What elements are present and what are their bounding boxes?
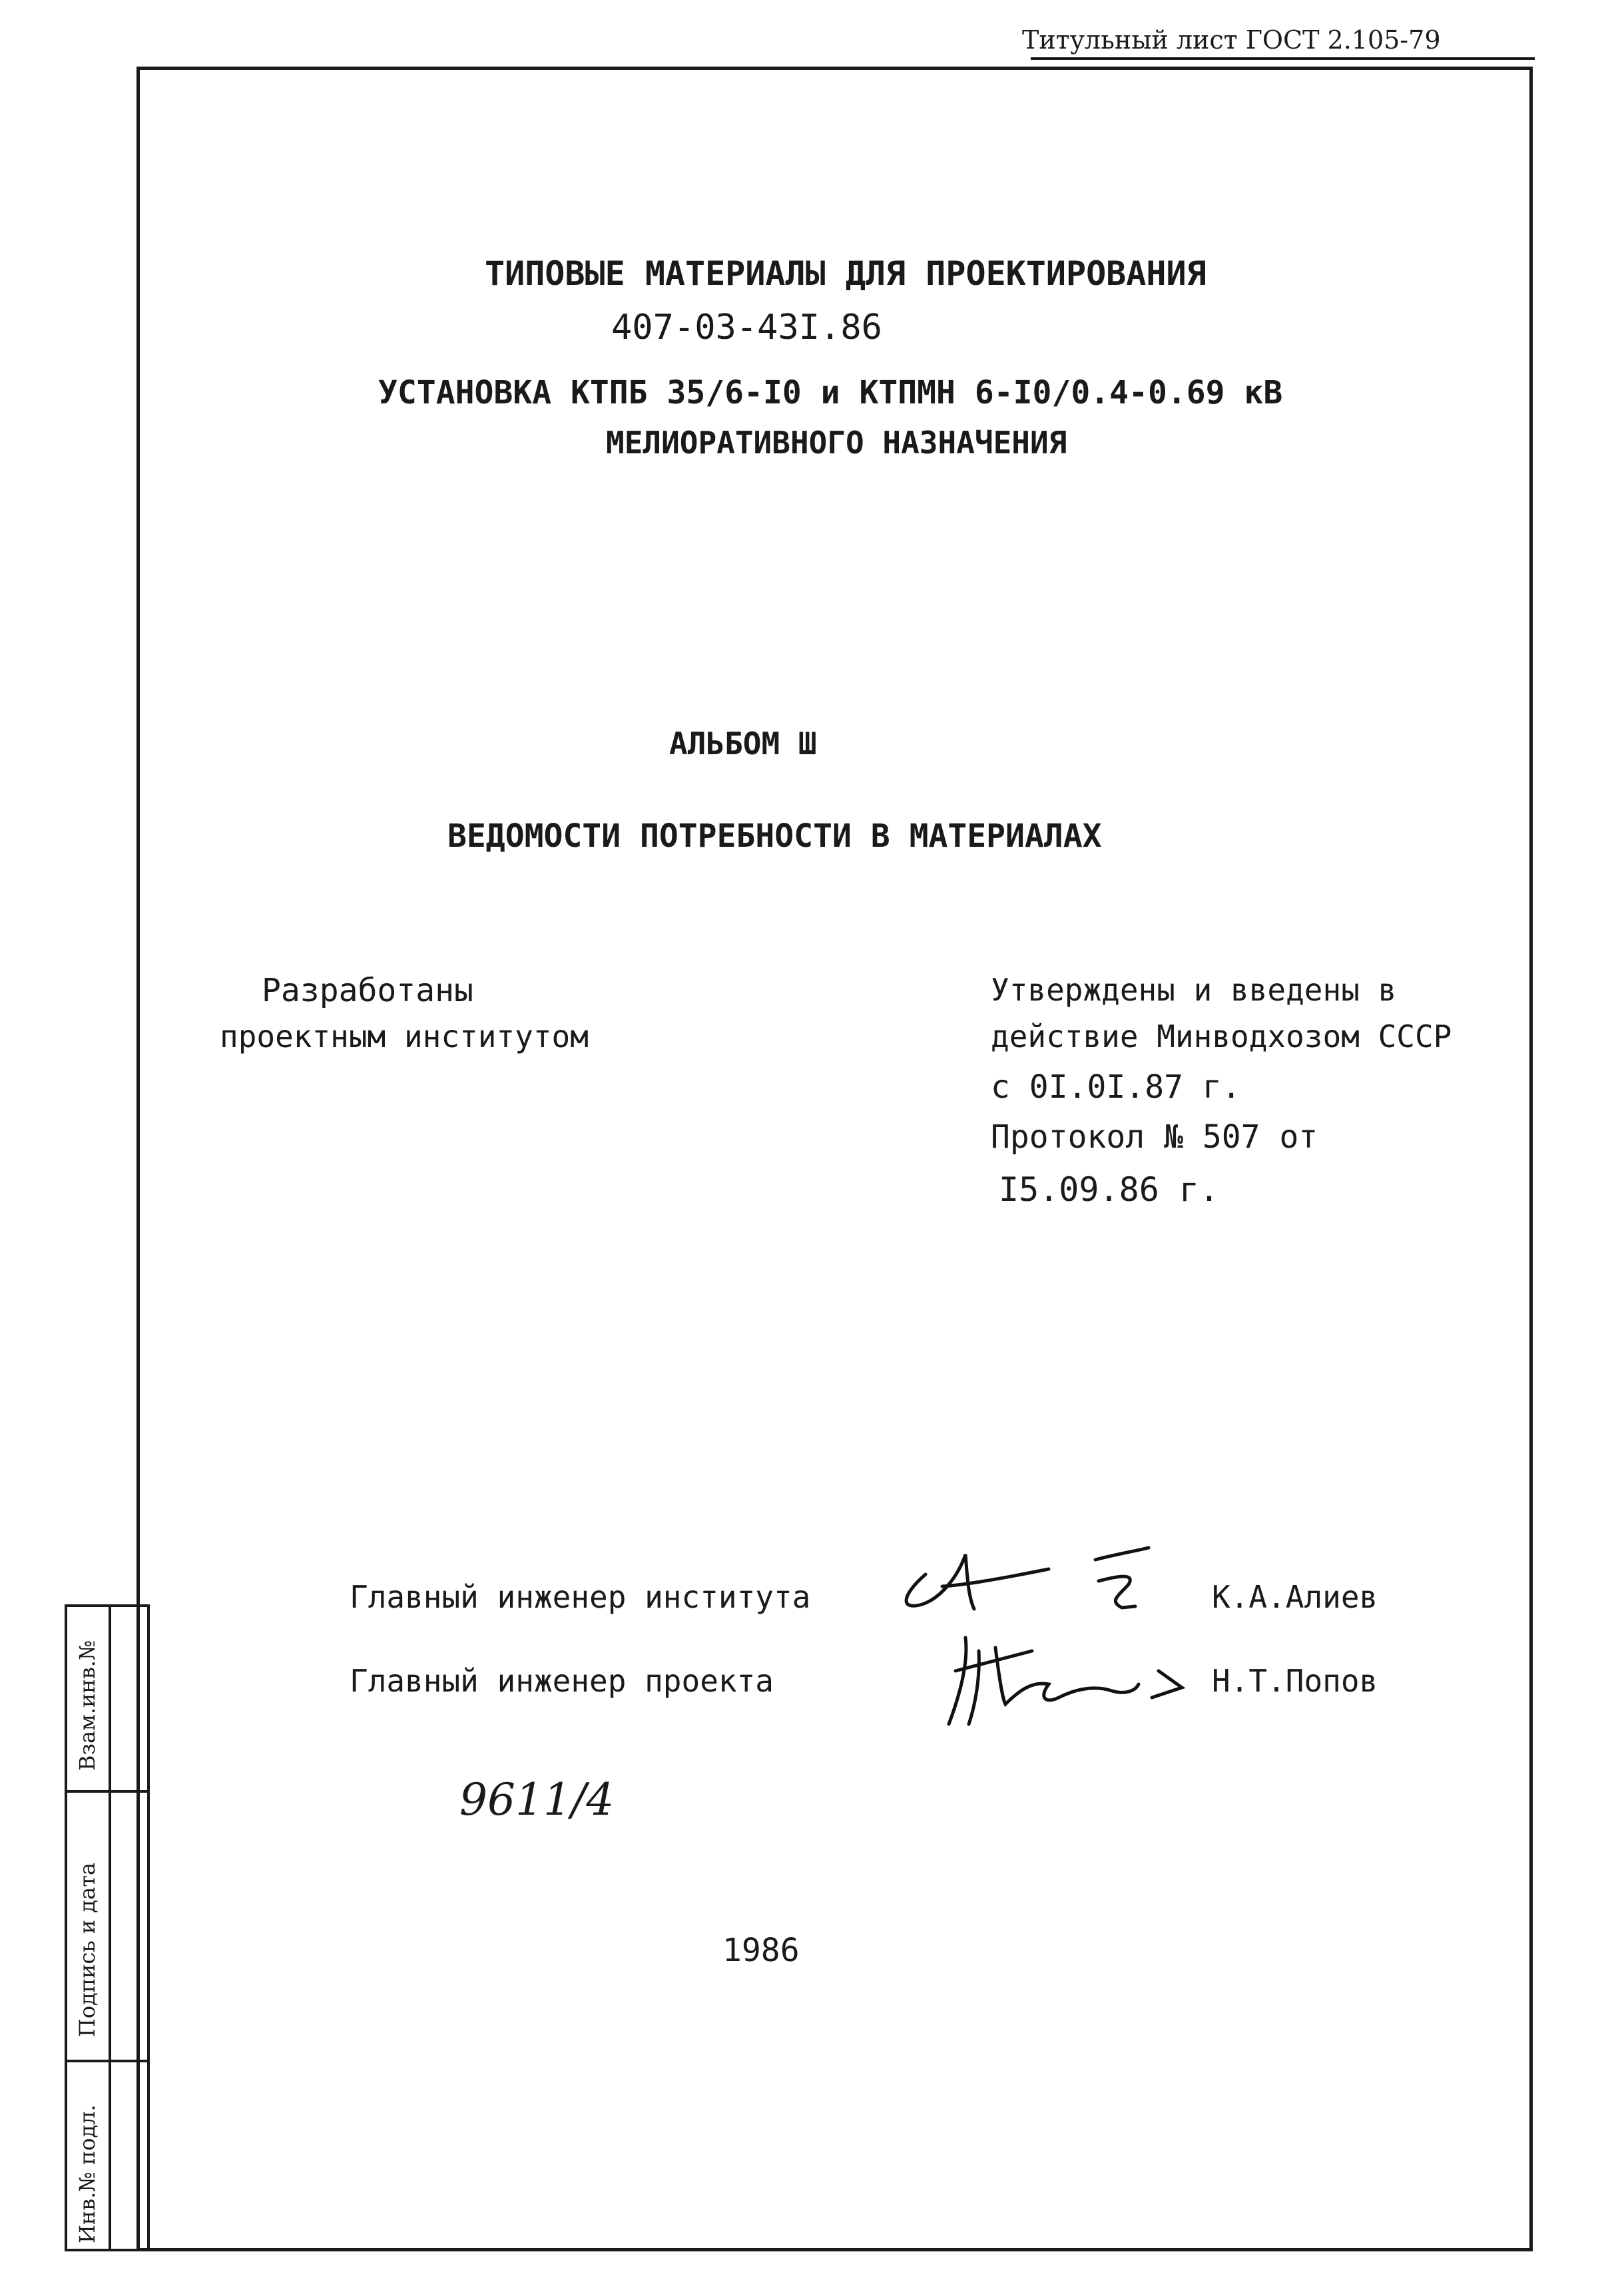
- subtitle: ВЕДОМОСТИ ПОТРЕБНОСТИ В МАТЕРИАЛАХ: [447, 817, 1102, 855]
- signature-popov-mark: [939, 1624, 1205, 1737]
- approved-line-3: с 0I.0I.87 г.: [991, 1068, 1241, 1106]
- title-line-4: МЕЛИОРАТИВНОГО НАЗНАЧЕНИЯ: [606, 425, 1067, 461]
- approved-line-1: Утверждены и введены в: [991, 972, 1397, 1008]
- album-label: АЛЬБОМ Ш: [669, 726, 817, 762]
- signature-role-2: Главный инженер проекта: [350, 1663, 774, 1699]
- stamp-sign-date: Подпись и дата: [75, 1862, 100, 2037]
- stamp-inv-original: Инв.№ подл.: [75, 2104, 100, 2243]
- side-stamp-rule-1: [67, 1790, 147, 1793]
- approved-line-5: I5.09.86 г.: [999, 1170, 1220, 1209]
- developed-line-1: Разработаны: [262, 972, 473, 1009]
- header-note: Титульный лист ГОСТ 2.105-79: [1022, 25, 1441, 55]
- year: 1986: [722, 1932, 800, 1969]
- handwritten-number: 9611/4: [459, 1774, 615, 1825]
- developed-line-2: проектным институтом: [220, 1019, 589, 1054]
- signature-aliev-mark: [896, 1534, 1162, 1628]
- stamp-inv-exchange: Взам.инв.№: [75, 1640, 100, 1771]
- approved-line-4: Протокол № 507 от: [991, 1118, 1318, 1156]
- signature-role-1: Главный инженер института: [350, 1579, 811, 1615]
- header-rule: [1031, 57, 1535, 60]
- title-line-1: ТИПОВЫЕ МАТЕРИАЛЫ ДЛЯ ПРОЕКТИРОВАНИЯ: [485, 254, 1207, 293]
- side-stamp-rule-2: [67, 2060, 147, 2062]
- signature-name-2: Н.Т.Попов: [1212, 1663, 1378, 1699]
- approved-line-2: действие Минводхозом СССР: [991, 1019, 1452, 1054]
- document-code: 407-03-43I.86: [611, 308, 882, 347]
- side-stamp-divider: [109, 1607, 111, 2249]
- title-line-3: УСТАНОВКА КТПБ 35/6-I0 и КТПМН 6-I0/0.4-0.69 кВ: [378, 374, 1283, 411]
- signature-name-1: К.А.Алиев: [1212, 1579, 1378, 1615]
